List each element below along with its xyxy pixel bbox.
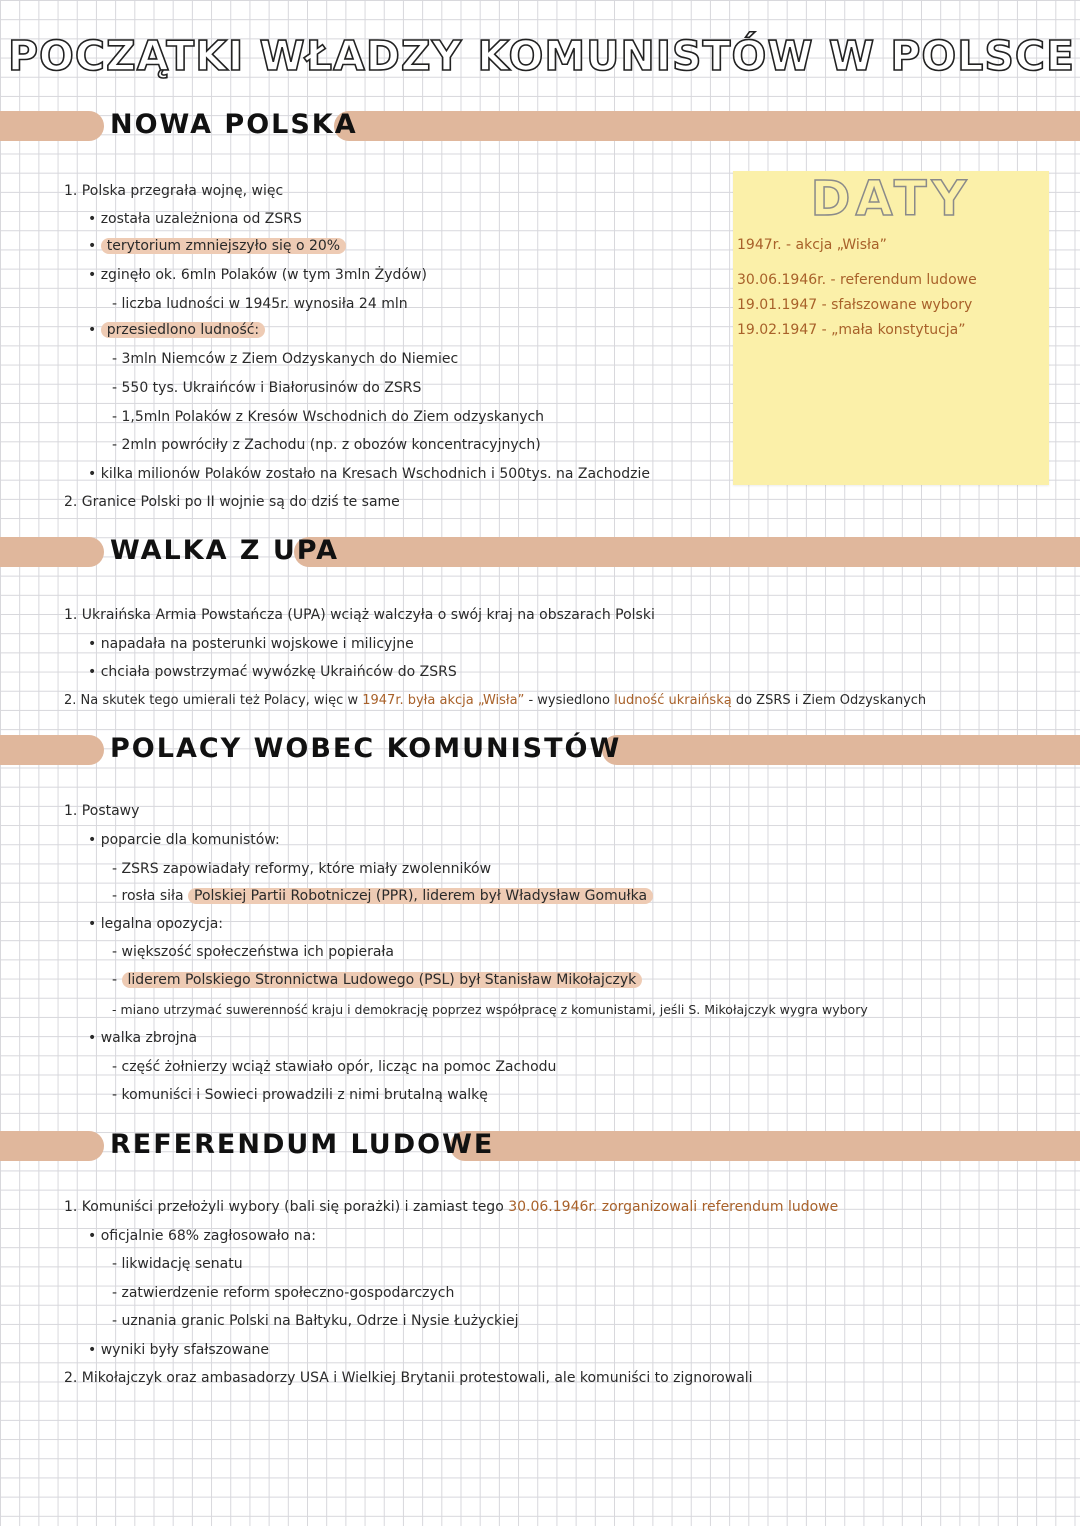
list-item: 1. Ukraińska Armia Powstańcza (UPA) wciąż walczyła o swój kraj na obszarach Polski	[64, 607, 655, 623]
list-item: • zginęło ok. 6mln Polaków (w tym 3mln Żydów)	[88, 267, 427, 283]
list-item: - zatwierdzenie reform społeczno-gospodarczych	[112, 1285, 455, 1301]
list-item: • wyniki były sfałszowane	[88, 1342, 270, 1358]
page-title: POCZĄTKI WŁADZY KOMUNISTÓW W POLSCE	[8, 32, 1075, 80]
highlight: przesiedlono ludność:	[101, 322, 265, 338]
date-row: 19.02.1947 - „mała konstytucja”	[737, 322, 966, 338]
list-item: - komuniści i Sowieci prowadzili z nimi brutalną walkę	[112, 1087, 488, 1103]
list-item: • została uzależniona od ZSRS	[88, 211, 302, 227]
text-segment: - wysiedlono	[528, 693, 610, 708]
list-item: • kilka milionów Polaków zostało na Kresach Wschodnich i 500tys. na Zachodzie	[88, 466, 650, 482]
list-item: • przesiedlono ludność:	[88, 322, 265, 338]
section-title-nowa-polska: NOWA POLSKA	[110, 109, 358, 140]
list-item: - ZSRS zapowiadały reformy, które miały zwolenników	[112, 861, 492, 877]
highlight: liderem Polskiego Stronnictwa Ludowego (PSL) był Stanisław Mikołajczyk	[122, 972, 643, 988]
list-item: 2. Mikołajczyk oraz ambasadorzy USA i Wielkiej Brytanii protestowali, ale komuniści to zignorowali	[64, 1370, 753, 1386]
highlight: 1947r. była akcja „Wisła”	[362, 693, 525, 708]
section-header-polacy-wobec	[0, 735, 1080, 765]
header-bar-left	[0, 111, 104, 141]
list-item: • walka zbrojna	[88, 1030, 198, 1046]
section-title-polacy-wobec: POLACY WOBEC KOMUNISTÓW	[110, 733, 622, 764]
list-item	[112, 888, 653, 904]
header-bar-right	[450, 1131, 1080, 1161]
highlight: terytorium zmniejszyło się o 20%	[101, 238, 346, 254]
date-row: 19.01.1947 - sfałszowane wybory	[737, 297, 973, 313]
list-item: • chciała powstrzymać wywózkę Ukraińców do ZSRS	[88, 664, 457, 680]
highlight: Polskiej Partii Robotniczej (PPR), liderem był Władysław Gomułka	[188, 888, 653, 904]
section-title-walka-z-upa: WALKA Z UPA	[110, 535, 339, 566]
list-item: 1. Polska przegrała wojnę, więc	[64, 183, 284, 199]
date-row: 30.06.1946r. - referendum ludowe	[737, 272, 977, 288]
highlight: ludność ukraińską	[614, 693, 732, 708]
text-segment: - rosła siła	[112, 888, 184, 904]
text-segment: 2. Na skutek tego umierali też Polacy, więc w	[64, 693, 359, 708]
list-item: • terytorium zmniejszyło się o 20%	[88, 238, 346, 254]
section-header-walka-z-upa	[0, 537, 1080, 567]
list-item: - 1,5mln Polaków z Kresów Wschodnich do Ziem odzyskanych	[112, 409, 545, 425]
text-segment: 1. Komuniści przełożyli wybory (bali się porażki) i zamiast tego	[64, 1199, 504, 1215]
list-item: - 3mln Niemców z Ziem Odzyskanych do Niemiec	[112, 351, 459, 367]
list-item: - liczba ludności w 1945r. wynosiła 24 mln	[112, 296, 408, 312]
list-item: • legalna opozycja:	[88, 916, 224, 932]
list-item: • oficjalnie 68% zagłosowało na:	[88, 1228, 316, 1244]
highlight: 30.06.1946r. zorganizowali referendum ludowe	[508, 1199, 839, 1215]
list-item: 2. Granice Polski po II wojnie są do dziś te same	[64, 494, 400, 510]
list-item: - miano utrzymać suwerenność kraju i demokrację poprzez współpracę z komunistami, jeśli S. Mikołajczyk wygra wybory	[112, 1002, 868, 1017]
section-header-referendum	[0, 1131, 1080, 1161]
list-item: • napadała na posterunki wojskowe i milicyjne	[88, 636, 414, 652]
list-item: - likwidację senatu	[112, 1256, 243, 1272]
section-header-nowa-polska	[0, 111, 1080, 141]
list-item: - uznania granic Polski na Bałtyku, Odrze i Nysie Łużyckiej	[112, 1313, 519, 1329]
header-bar-right	[602, 735, 1080, 765]
header-bar-left	[0, 1131, 104, 1161]
list-item: - część żołnierzy wciąż stawiało opór, licząc na pomoc Zachodu	[112, 1059, 557, 1075]
text-segment: do ZSRS i Ziem Odzyskanych	[735, 693, 927, 708]
section-title-referendum: REFERENDUM LUDOWE	[110, 1129, 495, 1160]
list-item	[64, 1199, 838, 1215]
dates-title: DATY	[810, 171, 972, 227]
header-bar-left	[0, 537, 104, 567]
list-item: - 550 tys. Ukraińców i Białorusinów do ZSRS	[112, 380, 422, 396]
list-item: • poparcie dla komunistów:	[88, 832, 280, 848]
list-item	[64, 693, 926, 708]
list-item: 1. Postawy	[64, 803, 140, 819]
list-item: - liderem Polskiego Stronnictwa Ludowego (PSL) był Stanisław Mikołajczyk	[112, 972, 642, 988]
date-row: 1947r. - akcja „Wisła”	[737, 237, 887, 253]
header-bar-right	[294, 537, 1080, 567]
list-item: - większość społeczeństwa ich popierała	[112, 944, 394, 960]
dates-sticky-note	[733, 171, 1049, 485]
list-item: - 2mln powróciły z Zachodu (np. z obozów koncentracyjnych)	[112, 437, 541, 453]
header-bar-right	[334, 111, 1080, 141]
header-bar-left	[0, 735, 104, 765]
